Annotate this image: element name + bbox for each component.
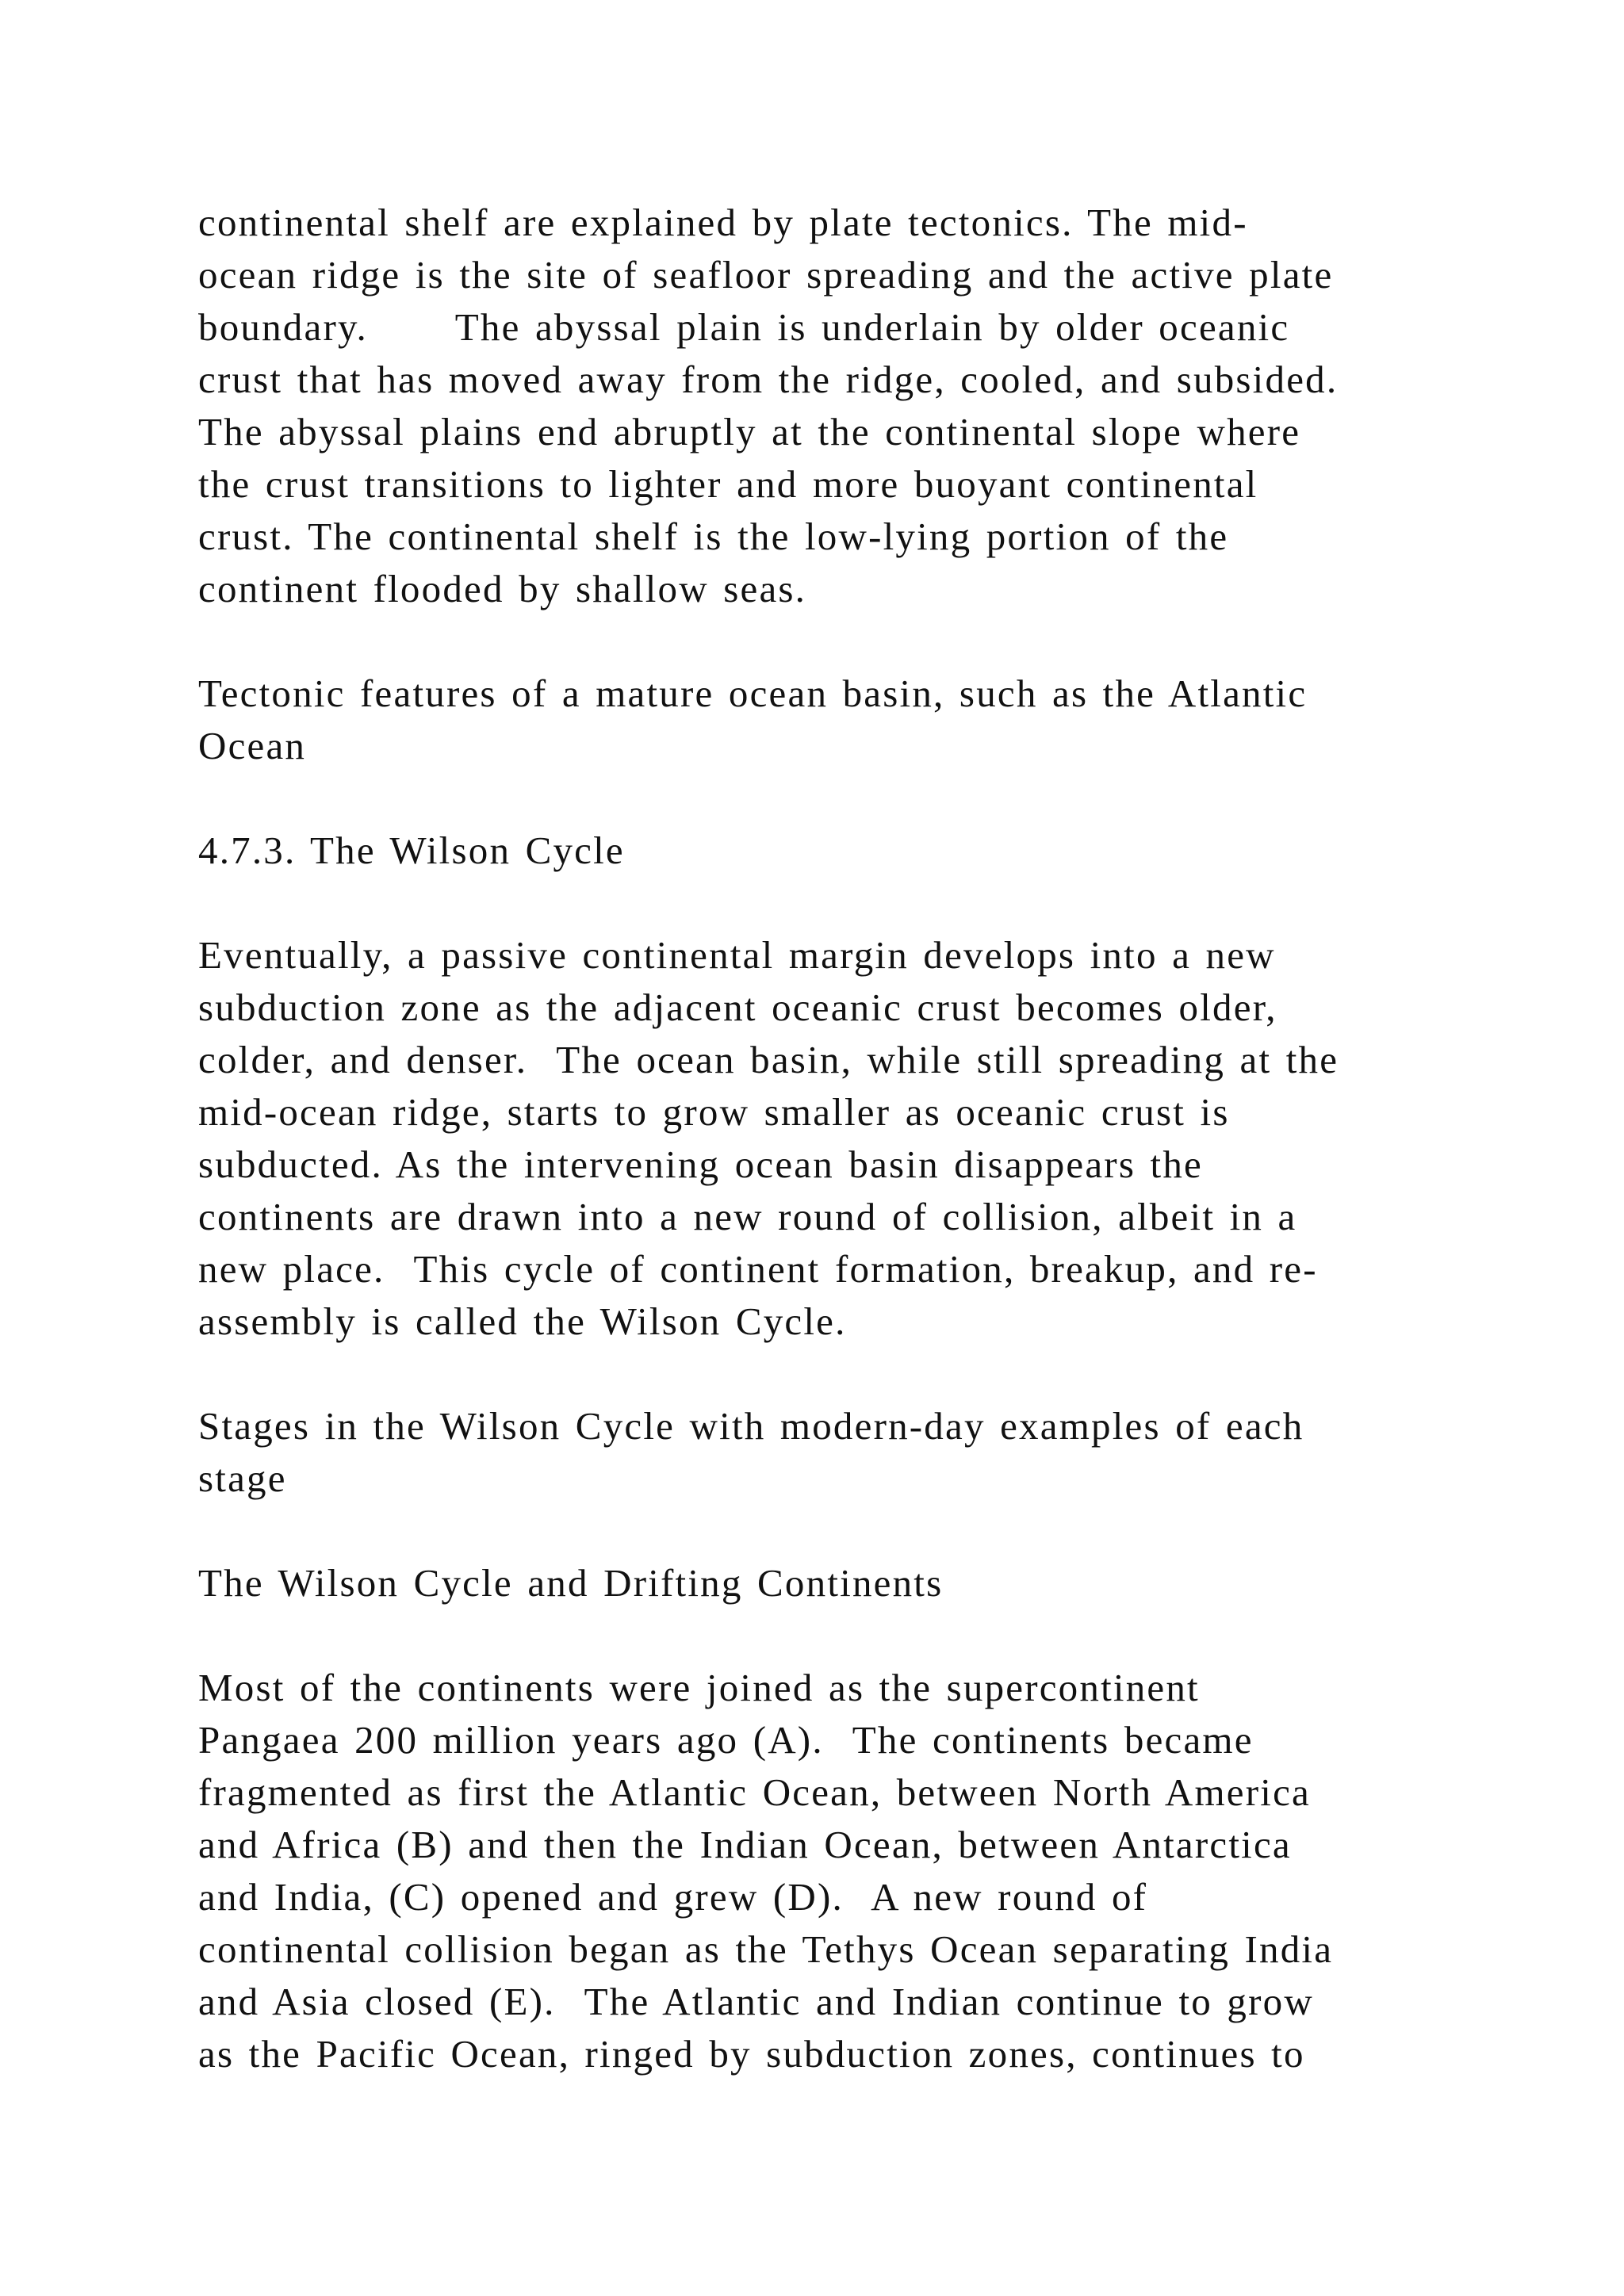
paragraph-plate-tectonics-explanation: [198, 197, 1546, 615]
text-line: Ocean: [198, 724, 307, 767]
text-line: assembly is called the Wilson Cycle.: [198, 1299, 847, 1343]
figure-caption-tectonic-features: [198, 668, 1546, 772]
text-line: Pangaea 200 million years ago (A). The continents became: [198, 1718, 1254, 1762]
text-line: Eventually, a passive continental margin develops into a new: [198, 933, 1276, 977]
text-line: the crust transitions to lighter and more buoyant continental: [198, 462, 1258, 506]
text-line: crust. The continental shelf is the low-lying portion of the: [198, 515, 1229, 558]
figure-caption-wilson-stages: [198, 1400, 1546, 1505]
text-line: crust that has moved away from the ridge, cooled, and subsided.: [198, 358, 1339, 401]
text-line: subduction zone as the adjacent oceanic crust becomes older,: [198, 985, 1277, 1029]
paragraph-pangaea-history: [198, 1662, 1546, 2080]
paragraph-spacer: [198, 1505, 1546, 1557]
text-line: continental shelf are explained by plate tectonics. The mid-: [198, 201, 1248, 244]
text-line: Stages in the Wilson Cycle with modern-day examples of each: [198, 1404, 1304, 1448]
text-line: subducted. As the intervening ocean basin disappears the: [198, 1142, 1204, 1186]
paragraph-spacer: [198, 1348, 1546, 1400]
text-line: fragmented as first the Atlantic Ocean, between North America: [198, 1770, 1311, 1814]
text-line: stage: [198, 1456, 287, 1500]
section-heading: 4.7.3. The Wilson Cycle: [198, 828, 625, 872]
paragraph-spacer: [198, 772, 1546, 825]
text-line: and India, (C) opened and grew (D). A new round of: [198, 1875, 1148, 1919]
text-line: and Africa (B) and then the Indian Ocean, between Antarctica: [198, 1823, 1292, 1866]
text-line: continents are drawn into a new round of collision, albeit in a: [198, 1195, 1297, 1238]
section-heading-wilson-cycle: [198, 825, 1546, 877]
text-line: Most of the continents were joined as the supercontinent: [198, 1666, 1200, 1709]
text-line: continent flooded by shallow seas.: [198, 567, 807, 610]
text-line: boundary. The abyssal plain is underlain by older oceanic: [198, 305, 1290, 349]
text-line: mid-ocean ridge, starts to grow smaller as oceanic crust is: [198, 1090, 1230, 1134]
document-body: [198, 197, 1546, 2080]
text-line: new place. This cycle of continent formation, breakup, and re-: [198, 1247, 1318, 1291]
text-line: and Asia closed (E). The Atlantic and Indian continue to grow: [198, 1980, 1314, 2023]
text-line: continental collision began as the Tethys Ocean separating India: [198, 1927, 1334, 1971]
text-line: colder, and denser. The ocean basin, while still spreading at the: [198, 1038, 1339, 1081]
paragraph-spacer: [198, 877, 1546, 929]
paragraph-spacer: [198, 1609, 1546, 1662]
text-line: ocean ridge is the site of seafloor spreading and the active plate: [198, 253, 1334, 297]
text-line: The abyssal plains end abruptly at the continental slope where: [198, 410, 1301, 453]
text-line: The Wilson Cycle and Drifting Continents: [198, 1561, 944, 1605]
figure-caption-drifting-continents: [198, 1557, 1546, 1609]
text-line: as the Pacific Ocean, ringed by subduction zones, continues to: [198, 2032, 1305, 2076]
paragraph-wilson-cycle-description: [198, 929, 1546, 1348]
text-line: Tectonic features of a mature ocean basin, such as the Atlantic: [198, 672, 1308, 715]
paragraph-spacer: [198, 615, 1546, 668]
